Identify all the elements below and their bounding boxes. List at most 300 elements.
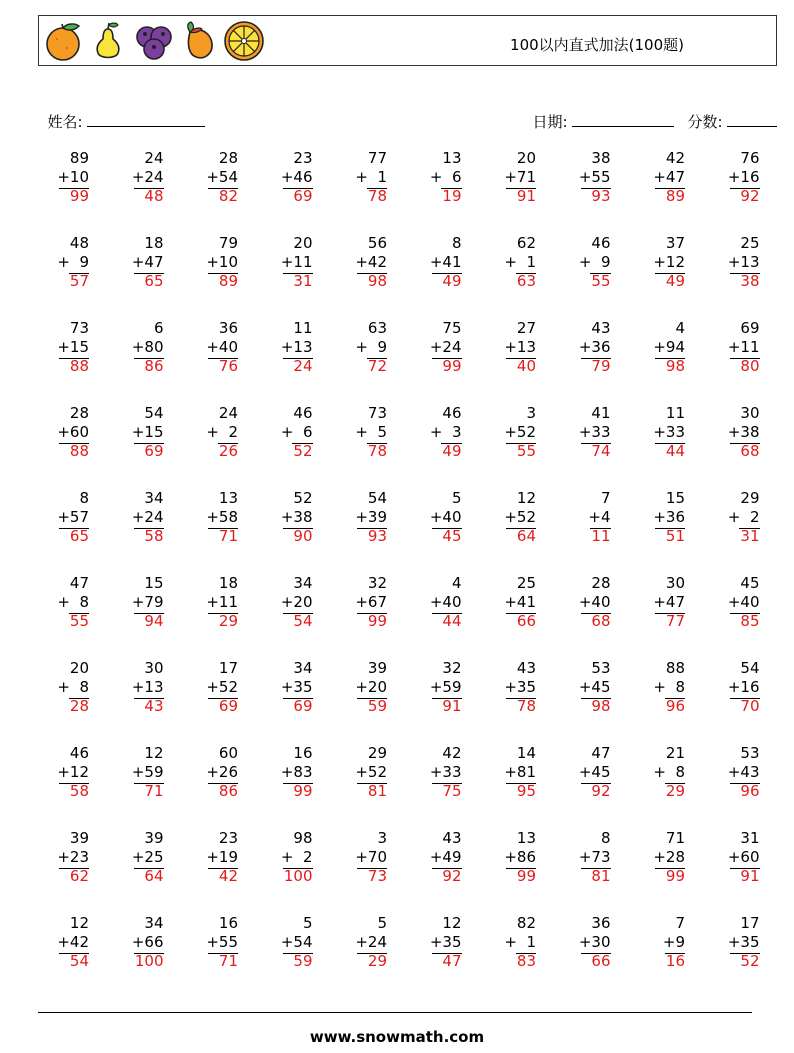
plus-sign: + <box>280 593 294 611</box>
addition-problem <box>29 319 89 379</box>
addition-problem <box>253 149 313 209</box>
addend-bottom <box>327 253 387 272</box>
addition-problem <box>178 914 238 974</box>
addend-bottom-value: 71 <box>516 168 536 186</box>
answer: 65 <box>69 527 89 545</box>
answer: 64 <box>144 867 164 885</box>
addend-bottom-value: 86 <box>516 848 536 866</box>
addend-bottom-value: 1 <box>526 253 536 271</box>
plus-sign: + <box>280 678 294 696</box>
addend-bottom <box>700 423 760 442</box>
answer: 83 <box>516 952 536 970</box>
sum-rule <box>506 613 536 614</box>
sum-rule <box>516 953 536 954</box>
addend-bottom <box>327 678 387 697</box>
sum-rule <box>59 783 89 784</box>
addend-top: 46 <box>591 234 611 252</box>
addend-bottom <box>178 508 238 527</box>
answer: 89 <box>218 272 238 290</box>
addend-top: 88 <box>665 659 685 677</box>
plus-sign: + <box>280 848 294 866</box>
plus-sign: + <box>578 678 592 696</box>
plus-sign: + <box>653 593 666 611</box>
addend-bottom <box>253 338 313 357</box>
plus-sign: + <box>57 678 70 696</box>
addend-bottom <box>327 423 387 442</box>
plus-sign: + <box>429 763 443 781</box>
sum-rule <box>730 783 760 784</box>
sum-rule <box>506 358 536 359</box>
plus-sign: + <box>504 593 517 611</box>
addend-bottom <box>104 933 164 952</box>
answer: 68 <box>591 612 611 630</box>
addend-bottom-value: 4 <box>600 508 611 526</box>
plus-sign: + <box>504 763 517 781</box>
addend-bottom-value: 59 <box>144 763 164 781</box>
addend-bottom <box>178 168 238 187</box>
plus-sign: + <box>578 933 592 951</box>
addend-bottom-value: 24 <box>367 933 387 951</box>
plus-sign: + <box>355 678 368 696</box>
sum-rule <box>655 868 685 869</box>
addend-bottom-value: 45 <box>591 678 611 696</box>
answer: 49 <box>665 272 685 290</box>
addition-problem <box>551 489 611 549</box>
addend-top: 17 <box>218 659 238 677</box>
addition-problem <box>327 489 387 549</box>
addend-top: 25 <box>740 234 760 252</box>
addition-problem <box>178 659 238 719</box>
sum-rule <box>134 783 164 784</box>
plus-sign: + <box>504 253 517 271</box>
addend-bottom <box>178 933 238 952</box>
sum-rule <box>516 273 536 274</box>
sum-rule <box>367 443 387 444</box>
addend-bottom <box>700 848 760 867</box>
sum-rule <box>590 273 610 274</box>
addend-top: 3 <box>377 829 387 847</box>
addend-bottom-value: 24 <box>442 338 462 356</box>
addend-top: 63 <box>367 319 387 337</box>
plus-sign: + <box>206 168 219 186</box>
addition-problem <box>625 319 685 379</box>
answer: 90 <box>293 527 313 545</box>
addend-bottom-value: 54 <box>293 933 313 951</box>
footer-divider <box>38 1012 752 1013</box>
sum-rule <box>581 358 611 359</box>
addition-problem <box>700 659 760 719</box>
addend-top: 75 <box>442 319 462 337</box>
answer: 58 <box>144 527 164 545</box>
addition-problem <box>327 914 387 974</box>
plus-sign: + <box>206 933 219 951</box>
addend-top: 34 <box>293 574 313 592</box>
sum-rule <box>665 698 685 699</box>
answer: 42 <box>218 867 238 885</box>
sum-rule <box>69 613 89 614</box>
answer: 99 <box>442 357 462 375</box>
addend-bottom-value: 2 <box>228 423 238 441</box>
plus-sign: + <box>131 848 145 866</box>
sum-rule <box>730 443 760 444</box>
addition-problem <box>178 234 238 294</box>
answer: 88 <box>69 357 89 375</box>
plus-sign: + <box>653 253 666 271</box>
plus-sign: + <box>131 423 145 441</box>
sum-rule <box>283 358 313 359</box>
addend-top: 13 <box>442 149 462 167</box>
answer: 93 <box>591 187 611 205</box>
addition-problem <box>29 744 89 804</box>
addition-problem <box>104 829 164 889</box>
sum-rule <box>506 188 536 189</box>
sum-rule <box>208 358 238 359</box>
addend-bottom <box>476 253 536 272</box>
answer: 38 <box>740 272 760 290</box>
answer: 72 <box>367 357 387 375</box>
sum-rule <box>134 953 164 954</box>
addition-problem <box>327 319 387 379</box>
plus-sign: + <box>206 763 219 781</box>
sum-rule <box>208 783 238 784</box>
addend-top: 53 <box>591 659 611 677</box>
sum-rule <box>506 443 536 444</box>
sum-rule <box>432 613 462 614</box>
plus-sign: + <box>131 253 145 271</box>
plus-sign: + <box>504 848 517 866</box>
addend-bottom-value: 42 <box>69 933 89 951</box>
addend-bottom <box>476 848 536 867</box>
addend-bottom-value: 36 <box>665 508 685 526</box>
addend-bottom <box>327 848 387 867</box>
plus-sign: + <box>131 508 145 526</box>
plus-sign: + <box>131 763 145 781</box>
addend-bottom <box>551 508 611 527</box>
addend-top: 18 <box>144 234 164 252</box>
addition-problem <box>476 914 536 974</box>
addend-bottom-value: 60 <box>69 423 89 441</box>
addend-bottom <box>476 763 536 782</box>
addition-problem <box>700 744 760 804</box>
addition-problem <box>327 404 387 464</box>
addend-top: 30 <box>665 574 685 592</box>
sum-rule <box>730 358 760 359</box>
answer: 80 <box>740 357 760 375</box>
answer: 68 <box>740 442 760 460</box>
addition-problem <box>700 914 760 974</box>
addend-bottom-value: 10 <box>69 168 89 186</box>
addition-problem <box>29 149 89 209</box>
addend-bottom <box>402 423 462 442</box>
addend-bottom-value: 81 <box>516 763 536 781</box>
addition-problem <box>476 404 536 464</box>
addend-bottom <box>104 678 164 697</box>
addend-bottom-value: 47 <box>665 168 685 186</box>
addend-bottom-value: 33 <box>665 423 685 441</box>
sum-rule <box>432 783 462 784</box>
addend-bottom-value: 10 <box>218 253 238 271</box>
sum-rule <box>283 613 313 614</box>
addend-bottom <box>104 848 164 867</box>
addend-bottom-value: 30 <box>591 933 611 951</box>
addition-problem <box>476 489 536 549</box>
addend-top: 12 <box>516 489 536 507</box>
addend-top: 82 <box>516 914 536 932</box>
addend-bottom <box>700 933 760 952</box>
addition-problem <box>104 489 164 549</box>
addend-bottom <box>29 593 89 612</box>
addition-problem <box>551 829 611 889</box>
addend-top: 20 <box>69 659 89 677</box>
addend-top: 34 <box>293 659 313 677</box>
answer: 86 <box>218 782 238 800</box>
addend-bottom <box>29 423 89 442</box>
sum-rule <box>367 188 387 189</box>
addend-bottom <box>625 253 685 272</box>
addend-bottom <box>551 253 611 272</box>
addition-problem <box>625 234 685 294</box>
addend-top: 28 <box>218 149 238 167</box>
addend-bottom <box>29 168 89 187</box>
addend-top: 8 <box>79 489 89 507</box>
addend-bottom <box>104 763 164 782</box>
addend-top: 4 <box>675 319 685 337</box>
plus-sign: + <box>727 678 741 696</box>
answer: 92 <box>442 867 462 885</box>
addend-bottom <box>253 253 313 272</box>
sum-rule <box>665 953 685 954</box>
answer: 69 <box>293 187 313 205</box>
addend-bottom-value: 2 <box>749 508 760 526</box>
addition-problem <box>625 744 685 804</box>
answer: 77 <box>665 612 685 630</box>
addend-top: 17 <box>740 914 760 932</box>
addend-bottom-value: 5 <box>377 423 387 441</box>
addition-problem <box>402 829 462 889</box>
addend-top: 6 <box>153 319 164 337</box>
sum-rule <box>59 443 89 444</box>
addition-problem <box>551 234 611 294</box>
plus-sign: + <box>355 508 368 526</box>
addition-problem <box>476 319 536 379</box>
addend-top: 56 <box>367 234 387 252</box>
plus-sign: + <box>578 338 592 356</box>
addend-bottom <box>104 168 164 187</box>
addend-top: 98 <box>293 829 313 847</box>
answer: 54 <box>293 612 313 630</box>
sum-rule <box>506 698 536 699</box>
answer: 91 <box>442 697 462 715</box>
addend-bottom-value: 47 <box>665 593 685 611</box>
plus-sign: + <box>355 933 368 951</box>
plus-sign: + <box>206 423 219 441</box>
addition-problem <box>476 744 536 804</box>
addend-bottom <box>402 593 462 612</box>
addition-problem <box>104 659 164 719</box>
sum-rule <box>59 528 89 529</box>
addend-bottom <box>625 763 685 782</box>
addend-bottom-value: 8 <box>675 763 685 781</box>
answer: 71 <box>218 527 238 545</box>
plus-sign: + <box>727 338 741 356</box>
addend-bottom-value: 94 <box>665 338 685 356</box>
addend-bottom <box>700 593 760 612</box>
plus-sign: + <box>588 508 601 526</box>
addend-top: 36 <box>218 319 238 337</box>
plus-sign: + <box>131 933 145 951</box>
answer: 45 <box>442 527 462 545</box>
addend-bottom-value: 11 <box>740 338 760 356</box>
addend-top: 43 <box>591 319 611 337</box>
addend-bottom-value: 42 <box>367 253 387 271</box>
sum-rule <box>730 868 760 869</box>
addition-problem <box>551 404 611 464</box>
plus-sign: + <box>355 168 368 186</box>
addend-bottom-value: 24 <box>144 508 164 526</box>
addend-bottom-value: 26 <box>218 763 238 781</box>
plus-sign: + <box>578 593 592 611</box>
sum-rule <box>59 188 89 189</box>
addend-bottom-value: 23 <box>69 848 89 866</box>
sum-rule <box>655 613 685 614</box>
addition-problem <box>402 319 462 379</box>
addition-problem <box>253 234 313 294</box>
addend-bottom <box>104 253 164 272</box>
answer: 100 <box>283 867 313 885</box>
answer: 99 <box>293 782 313 800</box>
answer: 91 <box>516 187 536 205</box>
answer: 69 <box>293 697 313 715</box>
addition-problem <box>700 574 760 634</box>
sum-rule <box>665 783 685 784</box>
addend-bottom <box>402 168 462 187</box>
addend-bottom-value: 15 <box>69 338 89 356</box>
answer: 49 <box>442 272 462 290</box>
sum-rule <box>581 443 611 444</box>
addend-top: 69 <box>740 319 760 337</box>
answer: 65 <box>144 272 164 290</box>
sum-rule <box>357 868 387 869</box>
plus-sign: + <box>280 338 294 356</box>
sum-rule <box>432 528 462 529</box>
addition-problem <box>253 744 313 804</box>
addition-problem <box>402 404 462 464</box>
addition-problem <box>402 744 462 804</box>
addition-problem <box>327 149 387 209</box>
addend-bottom-value: 83 <box>293 763 313 781</box>
answer: 98 <box>665 357 685 375</box>
addend-top: 3 <box>526 404 536 422</box>
plus-sign: + <box>727 253 741 271</box>
addend-bottom-value: 15 <box>144 423 164 441</box>
addend-top: 39 <box>367 659 387 677</box>
addend-top: 20 <box>516 149 536 167</box>
addition-problem <box>104 914 164 974</box>
answer: 59 <box>367 697 387 715</box>
plus-sign: + <box>578 168 592 186</box>
sum-rule <box>134 188 164 189</box>
plus-sign: + <box>653 678 666 696</box>
plus-sign: + <box>578 848 592 866</box>
addend-top: 25 <box>516 574 536 592</box>
addition-problem <box>253 659 313 719</box>
addition-problem <box>402 234 462 294</box>
plus-sign: + <box>206 678 219 696</box>
answer: 98 <box>367 272 387 290</box>
sum-rule <box>739 528 759 529</box>
addend-bottom <box>253 423 313 442</box>
addition-problem <box>551 574 611 634</box>
addend-bottom <box>402 848 462 867</box>
sum-rule <box>730 613 760 614</box>
plus-sign: + <box>504 168 517 186</box>
sum-rule <box>367 358 387 359</box>
answer: 57 <box>69 272 89 290</box>
addend-bottom-value: 13 <box>293 338 313 356</box>
addend-bottom-value: 52 <box>218 678 238 696</box>
answer: 11 <box>591 527 611 545</box>
addend-top: 45 <box>740 574 760 592</box>
addend-bottom-value: 60 <box>740 848 760 866</box>
addition-problem <box>178 149 238 209</box>
addition-problem <box>476 234 536 294</box>
addition-problem <box>178 744 238 804</box>
addend-bottom <box>253 848 313 867</box>
addend-top: 42 <box>442 744 462 762</box>
addend-bottom <box>700 168 760 187</box>
date-label: 日期: <box>532 113 568 131</box>
sum-rule <box>283 953 313 954</box>
addend-top: 73 <box>69 319 89 337</box>
addend-top: 32 <box>367 574 387 592</box>
addend-bottom-value: 12 <box>665 253 685 271</box>
addend-bottom <box>29 848 89 867</box>
answer: 70 <box>740 697 760 715</box>
addend-top: 7 <box>600 489 611 507</box>
answer: 71 <box>144 782 164 800</box>
addend-top: 5 <box>377 914 387 932</box>
addend-bottom-value: 6 <box>451 168 462 186</box>
addend-bottom <box>551 678 611 697</box>
answer: 99 <box>665 867 685 885</box>
addend-bottom-value: 8 <box>675 678 685 696</box>
sum-rule <box>283 273 313 274</box>
addition-problem <box>700 829 760 889</box>
answer: 99 <box>69 187 89 205</box>
addend-bottom <box>178 338 238 357</box>
addend-bottom <box>625 678 685 697</box>
addend-bottom-value: 9 <box>675 933 685 951</box>
addend-bottom <box>476 593 536 612</box>
answer: 48 <box>144 187 164 205</box>
answer: 58 <box>69 782 89 800</box>
plus-sign: + <box>280 168 294 186</box>
sum-rule <box>655 528 685 529</box>
addend-bottom-value: 28 <box>665 848 685 866</box>
plus-sign: + <box>206 338 219 356</box>
addition-problem <box>29 914 89 974</box>
plus-sign: + <box>578 253 592 271</box>
plus-sign: + <box>206 848 219 866</box>
addition-problem <box>253 404 313 464</box>
addend-top: 34 <box>144 489 164 507</box>
addend-bottom-value: 38 <box>293 508 313 526</box>
sum-rule <box>506 868 536 869</box>
plus-sign: + <box>57 593 70 611</box>
addend-top: 42 <box>665 149 685 167</box>
addend-top: 79 <box>218 234 238 252</box>
addend-bottom-value: 52 <box>516 423 536 441</box>
